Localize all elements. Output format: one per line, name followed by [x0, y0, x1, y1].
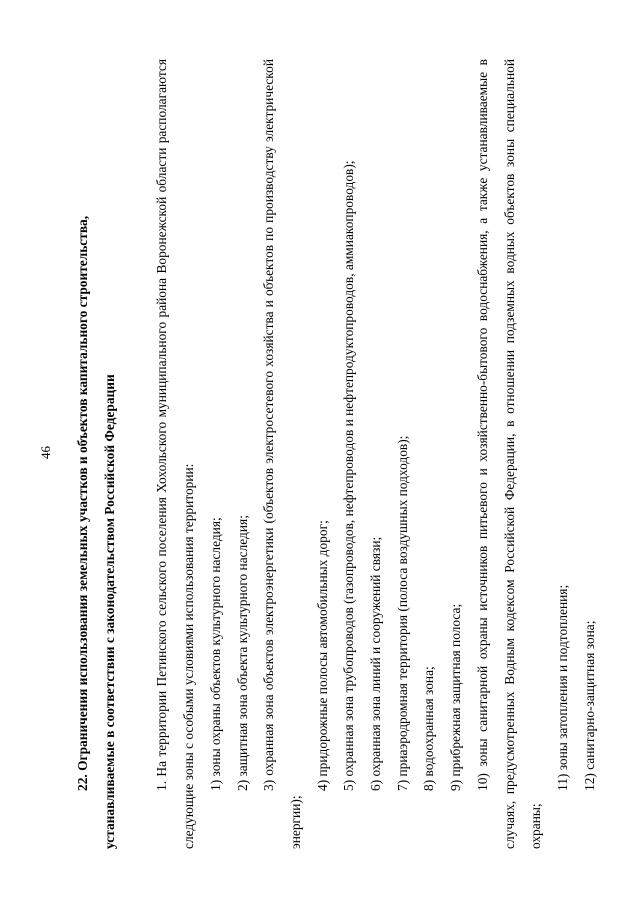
- list-item: 5) охранная зона трубопроводов (газопроводов, нефтепроводов и нефтепродуктопроводов, аммиакопроводов);: [341, 160, 357, 791]
- document-body: [70, 59, 603, 849]
- section-heading: 22. Ограничения использования земельных участков и объектов капитального строительства,: [75, 215, 90, 791]
- list-item: 3) охранная зона объектов электроэнергетики (объектов электросетевого хозяйства и объектов по производству электрической энергии);: [261, 59, 303, 849]
- list-item: 4) придорожные полосы автомобильных дорог;: [314, 520, 330, 791]
- section-heading-continuation: устанавливаемые в соответствии с законодательством Российской Федерации: [101, 374, 117, 849]
- list-item: 9) прибрежная защитная полоса;: [448, 603, 464, 791]
- list-item: 8) водоохранная зона;: [421, 666, 437, 791]
- list-item: 7) приаэродромная территория (полоса воздушных подходов);: [394, 435, 410, 791]
- intro-paragraph: 1. На территории Петинского сельского поселения Хохольского муниципального района Воронежской области располагаются следующие зоны с особыми условиями использования территории:: [154, 59, 197, 849]
- list-item: 11) зоны затопления и подтопления;: [554, 584, 570, 791]
- list-item: 1) зоны охраны объектов культурного наследия;: [207, 517, 223, 791]
- list-item: 12) санитарно-защитная зона;: [581, 620, 597, 791]
- spacer: [123, 59, 149, 849]
- list-item: 10) зоны санитарной охраны источников питьевого и хозяйственно-бытового водоснабжения, а также устанавливаемые в случаях, предусмотренных Водным кодексом Российской Федерации, в отношении подземных водных объектов зоны специальной охраны;: [474, 59, 544, 849]
- page-number: 46: [38, 446, 53, 459]
- list-item: 6) охранная зона линий и сооружений связи;: [368, 536, 384, 791]
- list-item: 2) защитная зона объекта культурного наследия;: [234, 515, 250, 791]
